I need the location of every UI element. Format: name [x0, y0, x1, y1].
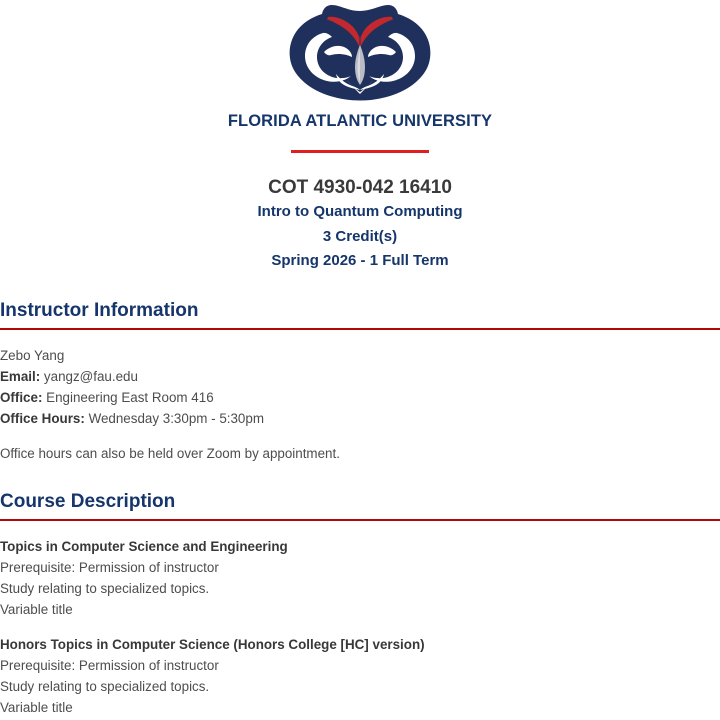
description-entry-prerequisite: Prerequisite: Permission of instructor: [0, 559, 219, 575]
description-entry: [0, 634, 720, 718]
instructor-email-row: [0, 366, 720, 387]
course-identity-block: [0, 175, 720, 274]
description-entry-study: Study relating to specialized topics.: [0, 580, 210, 596]
description-entry-prerequisite: Prerequisite: Permission of instructor: [0, 657, 219, 673]
course-credits: 3 Credit(s): [322, 227, 398, 245]
course-code: COT 4930-042 16410: [268, 176, 452, 198]
email-label: Email:: [0, 369, 41, 385]
office-value: Engineering East Room 416: [46, 390, 214, 406]
description-entry-heading: Honors Topics in Computer Science (Honors College [HC] version): [0, 636, 425, 652]
description-entry-variable-title: Variable title: [0, 601, 73, 617]
description-entry-heading: Topics in Computer Science and Engineering: [0, 538, 288, 554]
email-value: yangz@fau.edu: [43, 369, 138, 385]
instructor-spacer: [0, 429, 720, 443]
instructor-information-section: [0, 299, 720, 464]
office-hours-label: Office Hours:: [0, 411, 85, 427]
description-entry-study: Study relating to specialized topics.: [0, 678, 210, 694]
header-accent-rule: [291, 150, 429, 153]
course-description-heading: Course Description: [0, 491, 176, 513]
description-entry: [0, 536, 720, 620]
fau-owl-logo: [288, 4, 432, 102]
instructor-office-hours-row: [0, 408, 720, 429]
course-description-section: [0, 490, 720, 718]
instructor-office-row: [0, 387, 720, 408]
course-description-body: [0, 521, 720, 718]
office-hours-note: Office hours can also be held over Zoom by appointment.: [0, 446, 340, 462]
office-hours-value: Wednesday 3:30pm - 5:30pm: [88, 411, 264, 427]
description-entry-variable-title: Variable title: [0, 699, 73, 715]
course-term: Spring 2026 - 1 Full Term: [271, 252, 449, 270]
instructor-section-body: [0, 330, 720, 464]
instructor-section-heading: Instructor Information: [0, 300, 199, 322]
page-header: [0, 0, 720, 153]
office-label: Office:: [0, 390, 43, 406]
university-name: FLORIDA ATLANTIC UNIVERSITY: [227, 112, 493, 130]
course-title: Intro to Quantum Computing: [257, 203, 463, 221]
instructor-name: Zebo Yang: [0, 348, 65, 364]
